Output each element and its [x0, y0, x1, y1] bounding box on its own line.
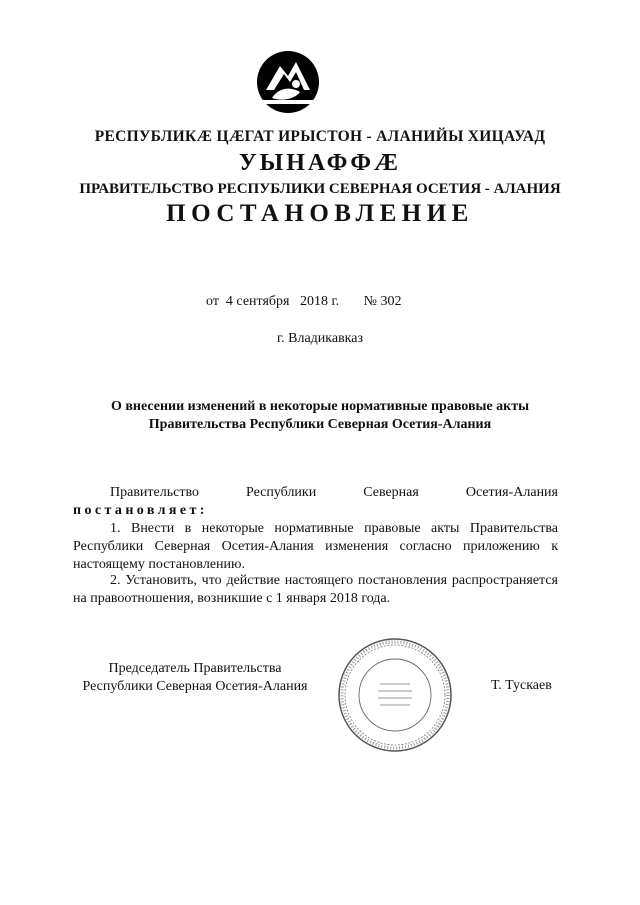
intro-paragraph: Правительство Республики Северная Осетия-Алания: [110, 485, 558, 500]
coat-of-arms-icon: [256, 50, 320, 114]
signatory-position-line-1: Председатель Правительства: [108, 661, 282, 676]
intro-verb: постановляет:: [73, 503, 208, 518]
date-and-number: от 4 сентября 2018 г. № 302: [206, 294, 402, 309]
document-title-line-1: О внесении изменений в некоторые нормативные правовые акты: [110, 399, 530, 414]
signatory-position: [70, 660, 320, 696]
document-title: [0, 398, 640, 434]
signatory-name: Т. Тускаев: [491, 678, 552, 693]
signatory-position-line-2: Республики Северная Осетия-Алания: [82, 679, 308, 694]
republic-name-ossetian: РЕСПУБЛИКӔ ЦӔГАТ ИРЫСТОН - АЛАНИЙЫ ХИЦАУАД: [94, 128, 546, 145]
decree-word-ossetian: УЫНАФФӔ: [239, 150, 401, 176]
official-stamp: [336, 636, 454, 754]
decree-word-russian: ПОСТАНОВЛЕНИЕ: [166, 200, 474, 227]
paragraph-1: 1. Внести в некоторые нормативные правовые акты Правительства Республики Северная Осетия-Алания изменения согласно приложению к настоящему постановлению.: [73, 521, 558, 572]
city: г. Владикавказ: [276, 331, 364, 346]
government-name-russian: ПРАВИТЕЛЬСТВО РЕСПУБЛИКИ СЕВЕРНАЯ ОСЕТИЯ - АЛАНИЯ: [79, 181, 561, 197]
paragraph-2: 2. Установить, что действие настоящего постановления распространяется на правоотношения, возникшие с 1 января 2018 года.: [73, 573, 558, 606]
document-title-line-2: Правительства Республики Северная Осетия-Алания: [148, 417, 492, 432]
